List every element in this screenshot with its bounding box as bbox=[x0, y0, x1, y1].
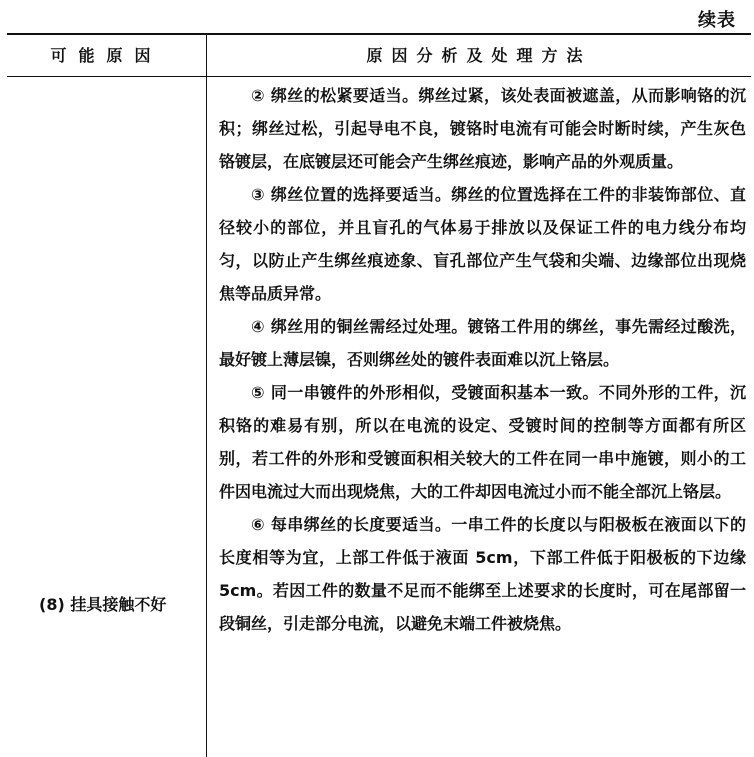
cause-text: (8) 挂具接触不好 bbox=[39, 595, 167, 614]
table-header-row bbox=[7, 35, 751, 77]
column-divider bbox=[206, 35, 207, 757]
paragraph-2: ② 绑丝的松紧要适当。绑丝过紧，该处表面被遮盖，从而影响铬的沉积；绑丝过松，引起导电不良，镀铬时电流有可能会时断时续，产生灰色铬镀层，在底镀层还可能会产生绑丝痕迹，影响产品的外观质量。 bbox=[219, 86, 746, 171]
paragraph-5: ⑤ 同一串镀件的外形相似，受镀面积基本一致。不同外形的工件，沉积铬的难易有别，所以在电流的设定、受镀时间的控制等方面都有所区别，若工件的外形和受镀面积相关较大的工件在同一串中施镀，则小的工件因电流过大而出现烧焦，大的工件却因电流过小而不能全部沉上铬层。 bbox=[219, 383, 746, 501]
continued-label: 续表 bbox=[698, 10, 736, 31]
paragraph-4: ④ 绑丝用的铜丝需经过处理。镀铬工件用的绑丝，事先需经过酸洗，最好镀上薄层镍，否则绑丝处的镀件表面难以沉上铬层。 bbox=[219, 317, 746, 369]
cause-cell bbox=[7, 76, 206, 757]
header-possible-cause: 可能原因 bbox=[50, 46, 163, 65]
header-analysis-method: 原因分析及处理方法 bbox=[366, 46, 592, 65]
analysis-cell bbox=[219, 79, 746, 640]
paragraph-6: ⑥ 每串绑丝的长度要适当。一串工件的长度以与阳极板在液面以下的长度相等为宜，上部工件低于液面 5cm，下部工件低于阳极板的下边缘 5cm。若因工件的数量不足而不能绑至上述要求的长度时，可在尾部留一段铜丝，引走部分电流，以避免末端工件被烧焦。 bbox=[219, 515, 746, 633]
paragraph-3: ③ 绑丝位置的选择要适当。绑丝的位置选择在工件的非装饰部位、直径较小的部位，并且盲孔的气体易于排放以及保证工件的电力线分布均匀，以防止产生绑丝痕迹象、盲孔部位产生气袋和尖端、边缘部位出现烧焦等品质异常。 bbox=[219, 185, 746, 303]
content-table bbox=[7, 33, 751, 757]
